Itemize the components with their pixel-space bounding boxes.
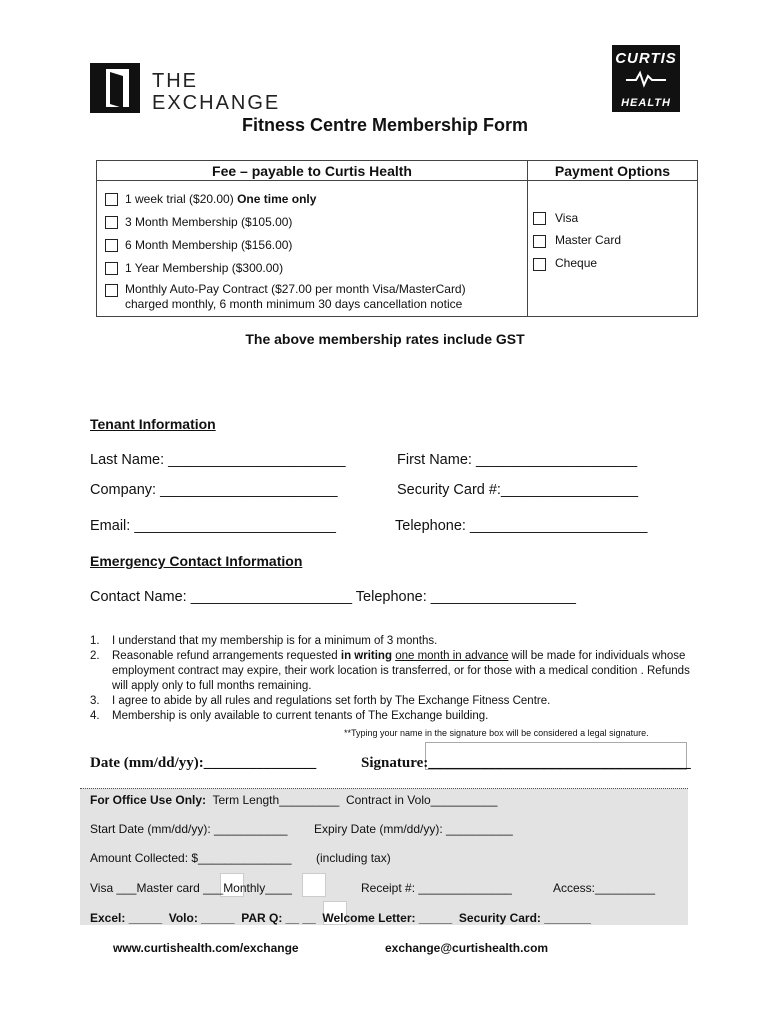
divider	[527, 161, 528, 316]
fee-checkbox-3month[interactable]	[105, 216, 118, 229]
term-number: 2.	[90, 650, 100, 662]
curtis-health-logo	[612, 45, 680, 112]
term-text: Reasonable refund arrangements requested	[112, 650, 341, 662]
office-row-5	[90, 911, 591, 925]
amount-field[interactable]: Amount Collected: $______________	[90, 851, 292, 865]
term-number: 4.	[90, 710, 100, 722]
term-number: 3.	[90, 695, 100, 707]
term-text: will be made for individuals whose employment contract may expire, their work location is transferred, or for those with a medical condition . Refunds will apply only to full months remaining.	[112, 650, 690, 692]
term-text: I agree to abide by all rules and regulations set forth by The Exchange Fitness Centre.	[112, 695, 551, 707]
emergency-contact-field[interactable]: Contact Name: ____________________ Telephone: __________________	[90, 589, 576, 605]
excel-field[interactable]: Excel: _____	[90, 911, 163, 925]
fee-table	[96, 160, 698, 317]
fee-checkbox-1year[interactable]	[105, 262, 118, 275]
receipt-field[interactable]: Receipt #: ______________	[361, 881, 512, 895]
start-date-field[interactable]: Start Date (mm/dd/yy): ___________	[90, 822, 288, 836]
logo-line1: THE	[152, 70, 198, 92]
email-field[interactable]: Email: _________________________	[90, 518, 336, 534]
fee-checkbox-autopay[interactable]	[105, 284, 118, 297]
form-title: Fitness Centre Membership Form	[241, 115, 529, 135]
payment-checkbox-cheque[interactable]	[533, 258, 546, 271]
term-item	[90, 694, 700, 709]
heartbeat-icon	[626, 70, 666, 88]
payment-option-visa: Visa	[555, 211, 579, 225]
office-label: For Office Use Only:	[90, 793, 207, 807]
terms-list	[90, 634, 700, 724]
parq-field[interactable]: PAR Q: __ __	[241, 911, 316, 925]
term-text: Membership is only available to current tenants of The Exchange building.	[112, 710, 489, 722]
fee-option-1year: 1 Year Membership ($300.00)	[125, 261, 284, 275]
last-name-field[interactable]: Last Name: ______________________	[90, 452, 346, 468]
exchange-logo-text	[152, 70, 280, 114]
term-item	[90, 709, 700, 724]
fee-option-trial: 1 week trial ($20.00) One time only	[125, 192, 317, 206]
term-item	[90, 634, 700, 649]
company-field[interactable]: Company: ______________________	[90, 482, 338, 498]
volo-field[interactable]: Volo: _____	[168, 911, 235, 925]
footer-email[interactable]: exchange@curtishealth.com	[385, 941, 549, 955]
term-item	[90, 649, 700, 694]
payment-header: Payment Options	[554, 163, 671, 179]
first-name-field[interactable]: First Name: ____________________	[397, 452, 638, 468]
office-security-card-field[interactable]: Security Card: _______	[458, 911, 591, 925]
input-box[interactable]	[302, 873, 326, 897]
fee-option-6month: 6 Month Membership ($156.00)	[125, 238, 293, 252]
telephone-field[interactable]: Telephone: ______________________	[395, 518, 648, 534]
fee-checkbox-trial[interactable]	[105, 193, 118, 206]
payment-option-cheque: Cheque	[555, 256, 598, 270]
autopay-line2: charged monthly, 6 month minimum 30 days cancellation notice	[125, 297, 463, 311]
fee-option-autopay	[125, 282, 466, 312]
gst-note: The above membership rates include GST	[245, 331, 525, 347]
access-field[interactable]: Access:_________	[553, 881, 656, 895]
term-length-field[interactable]: Term Length_________	[212, 793, 340, 807]
signature-note: **Typing your name in the signature box will be considered a legal signature.	[344, 728, 649, 738]
tenant-heading: Tenant Information	[90, 416, 216, 432]
term-number: 1.	[90, 635, 100, 647]
fee-checkbox-6month[interactable]	[105, 239, 118, 252]
autopay-line1: Monthly Auto-Pay Contract ($27.00 per month Visa/MasterCard)	[125, 282, 466, 296]
expiry-date-field[interactable]: Expiry Date (mm/dd/yy): __________	[314, 822, 513, 836]
payment-method-field[interactable]: Visa ___Master card ___Monthly____	[90, 881, 292, 895]
security-card-field[interactable]: Security Card #:_________________	[397, 482, 639, 498]
tax-note: (including tax)	[316, 851, 391, 865]
footer-website[interactable]: www.curtishealth.com/exchange	[113, 941, 299, 955]
fee-option-3month: 3 Month Membership ($105.00)	[125, 215, 293, 229]
curtis-logo-top: CURTIS	[615, 50, 677, 67]
payment-checkbox-mastercard[interactable]	[533, 235, 546, 248]
contract-field[interactable]: Contract in Volo__________	[345, 793, 498, 807]
divider	[97, 180, 697, 181]
signature-label: Signature:___________________________________	[361, 755, 691, 771]
office-row-1	[90, 793, 497, 807]
payment-option-mastercard: Master Card	[555, 233, 622, 247]
welcome-letter-field[interactable]: Welcome Letter: _____	[322, 911, 453, 925]
exchange-logo-icon	[90, 63, 140, 113]
logo-line2: EXCHANGE	[152, 92, 281, 114]
term-text: I understand that my membership is for a minimum of 3 months.	[112, 635, 438, 647]
term-underlined-text: one month in advance	[395, 650, 509, 662]
payment-checkbox-visa[interactable]	[533, 212, 546, 225]
emergency-heading: Emergency Contact Information	[90, 553, 303, 569]
office-use-section	[80, 788, 688, 925]
curtis-logo-bottom: HEALTH	[621, 97, 671, 109]
term-bold-text: in writing	[340, 650, 392, 662]
fee-header: Fee – payable to Curtis Health	[212, 163, 412, 179]
date-field[interactable]: Date (mm/dd/yy):_______________	[90, 755, 317, 771]
